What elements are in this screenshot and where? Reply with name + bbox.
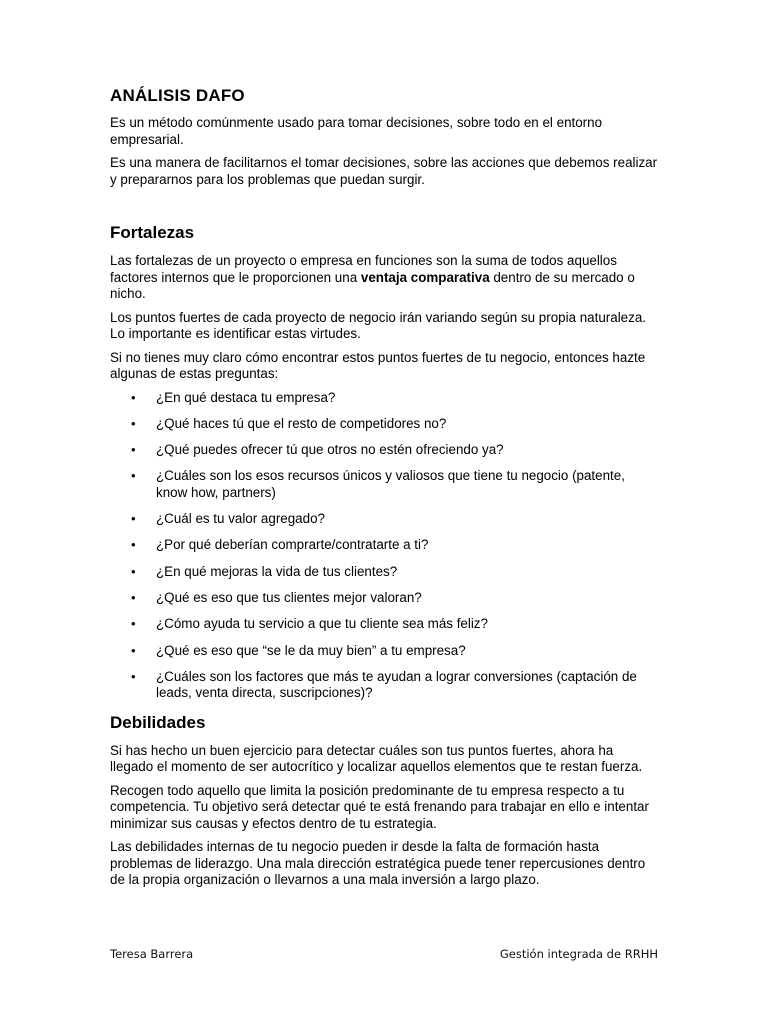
bullet-icon: • (131, 442, 136, 458)
section-spacer (110, 195, 658, 222)
bullet-icon: • (131, 668, 136, 684)
fortalezas-p1-emphasis: ventaja comparativa (360, 269, 490, 285)
question-text: ¿Qué haces tú que el resto de competidores no? (156, 415, 447, 431)
footer-author: Teresa Barrera (110, 947, 194, 961)
list-item (110, 669, 658, 702)
list-item (110, 564, 658, 581)
fortalezas-paragraph-3: Si no tienes muy claro cómo encontrar estos puntos fuertes de tu negocio, entonces hazte algunas de estas preguntas: (110, 349, 646, 381)
page-footer (110, 947, 658, 965)
document-page (110, 84, 658, 896)
question-text: ¿Cuáles son los esos recursos únicos y valiosos que tiene tu negocio (patente, know how, partners) (156, 468, 625, 500)
question-text: ¿Qué es eso que “se le da muy bien” a tu empresa? (156, 642, 466, 658)
bullet-icon: • (131, 616, 136, 632)
document-title: ANÁLISIS DAFO (110, 86, 245, 105)
list-item (110, 590, 658, 607)
intro-paragraph-2: Es una manera de facilitarnos el tomar decisiones, sobre las acciones que debemos realizar y prepararnos para los problemas que puedan surgir. (110, 155, 658, 187)
bullet-icon: • (131, 511, 136, 527)
question-text: ¿Por qué deberían comprarte/contratarte a ti? (156, 537, 429, 553)
fortalezas-p1-text-end: dentro de su mercado o nicho. (110, 269, 635, 301)
list-item (110, 537, 658, 554)
question-text: ¿Qué puedes ofrecer tú que otros no estén ofreciendo ya? (156, 442, 504, 458)
bullet-icon: • (131, 642, 136, 658)
bullet-icon: • (131, 389, 136, 405)
fortalezas-question-list (110, 390, 658, 702)
bullet-icon: • (131, 537, 136, 553)
question-text: ¿Cuál es tu valor agregado? (156, 511, 325, 527)
fortalezas-heading: Fortalezas (110, 223, 195, 242)
footer-course-title: Gestión integrada de RRHH (499, 947, 658, 961)
question-text: ¿Cómo ayuda tu servicio a que tu cliente sea más feliz? (156, 616, 488, 632)
intro-paragraph-1: Es un método comúnmente usado para tomar decisiones, sobre todo en el entorno empresarial. (110, 115, 603, 147)
list-item (110, 643, 658, 660)
bullet-icon: • (131, 590, 136, 606)
list-item (110, 468, 658, 501)
list-item (110, 416, 658, 433)
debilidades-paragraph-1: Si has hecho un buen ejercicio para detectar cuáles son tus puntos fuertes, ahora ha llegado el momento de ser autocrítico y localizar aquellos elementos que te restan fuerza. (110, 742, 643, 775)
fortalezas-paragraph-1 (110, 253, 658, 303)
debilidades-paragraph-3: Las debilidades internas de tu negocio pueden ir desde la falta de formación hasta problemas de liderazgo. Una mala dirección estratégica puede tener repercusiones dentro de la propia organización o llevarnos a una mala inversión a largo plazo. (110, 839, 646, 888)
debilidades-paragraph-2: Recogen todo aquello que limita la posición predominante de tu empresa respecto a tu competencia. Tu objetivo será detectar qué te está frenando para trabajar en ello e intentar minimizar sus causas y efectos dentro de tu estrategia. (110, 782, 649, 831)
list-item (110, 511, 658, 528)
question-text: ¿En qué destaca tu empresa? (156, 389, 336, 405)
fortalezas-paragraph-2: Los puntos fuertes de cada proyecto de negocio irán variando según su propia naturaleza. Lo importante es identificar estas virtudes. (110, 309, 646, 341)
bullet-icon: • (131, 468, 136, 484)
question-text: ¿En qué mejoras la vida de tus clientes? (156, 563, 398, 579)
list-item (110, 390, 658, 407)
bullet-icon: • (131, 563, 136, 579)
bullet-icon: • (131, 415, 136, 431)
list-item (110, 616, 658, 633)
list-item (110, 442, 658, 459)
question-text: ¿Cuáles son los factores que más te ayudan a lograr conversiones (captación de leads, venta directa, suscripciones)? (156, 668, 637, 701)
debilidades-heading: Debilidades (110, 712, 206, 732)
question-text: ¿Qué es eso que tus clientes mejor valoran? (156, 590, 422, 606)
fortalezas-p1-text-start: Las fortalezas de un proyecto o empresa en funciones son la suma de todos aquellos factores internos que le proporcionen una (110, 253, 617, 285)
